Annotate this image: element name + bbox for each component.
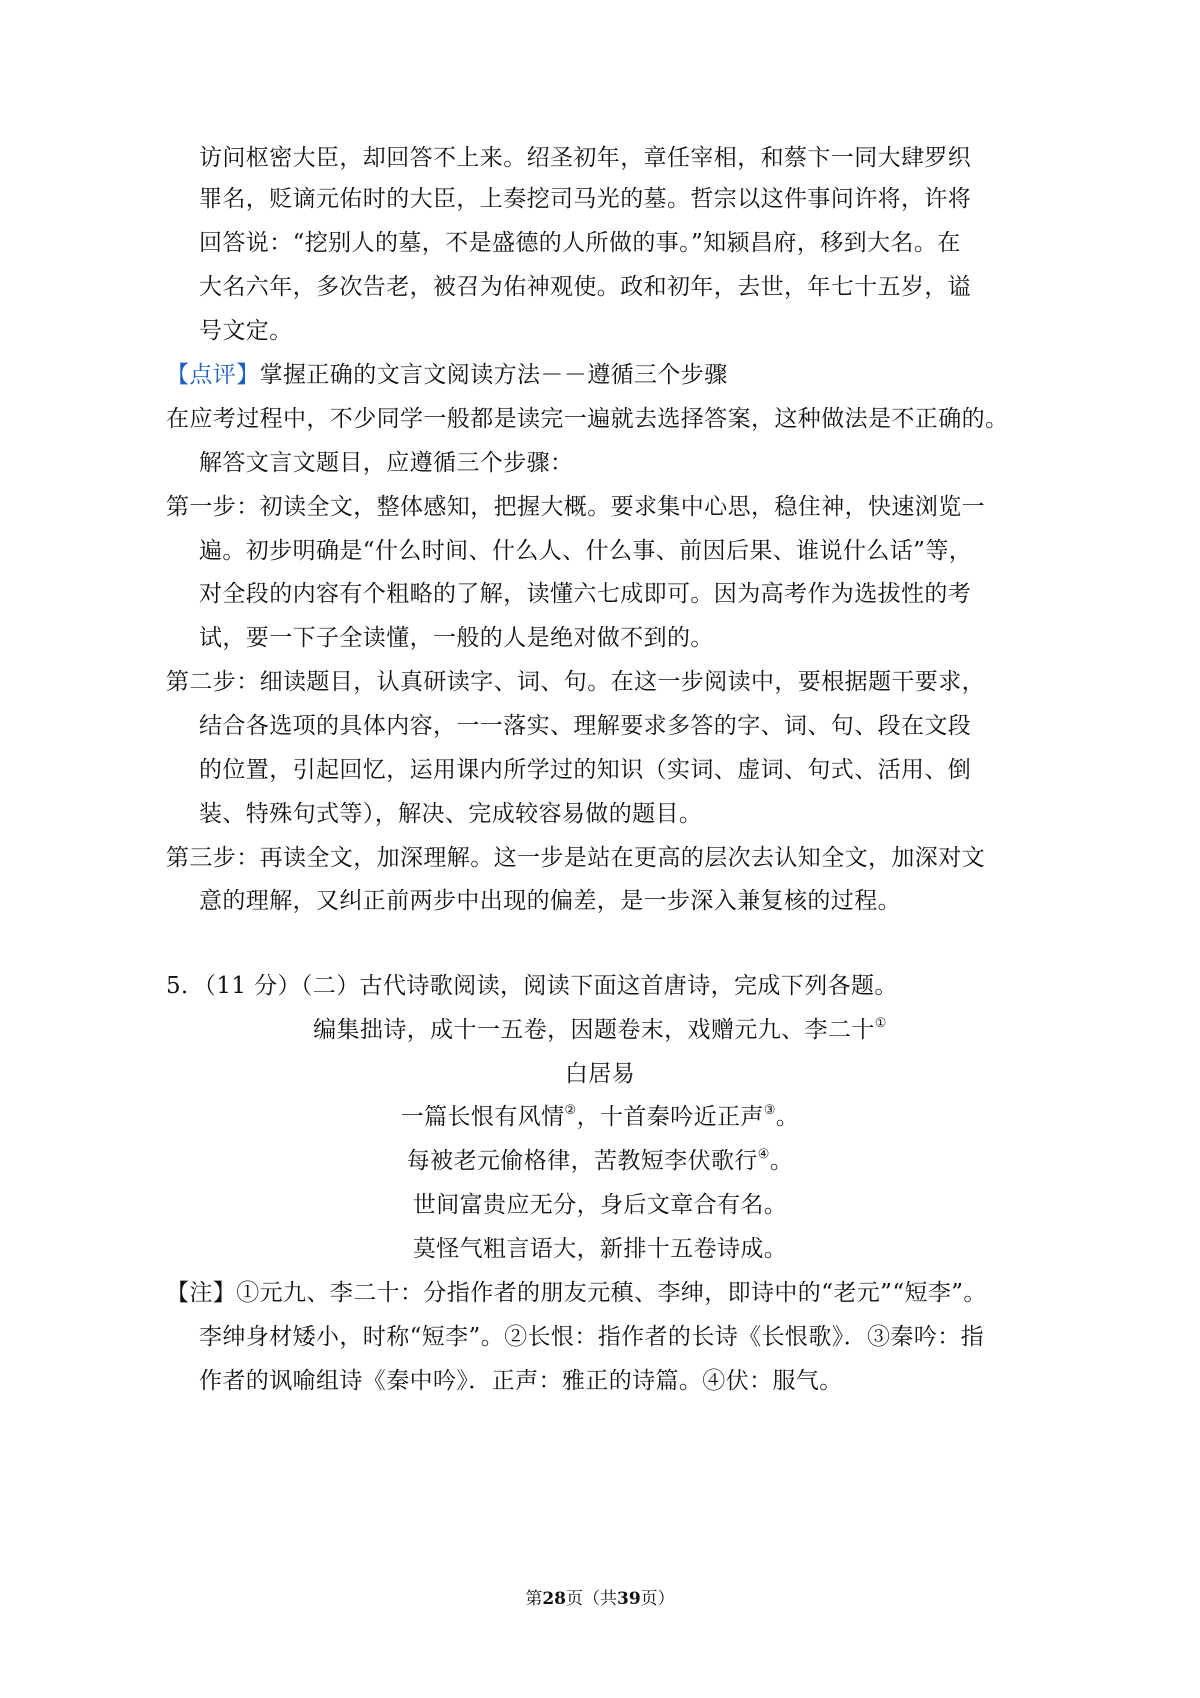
- poem-line-2-part-b: 。: [769, 1148, 794, 1174]
- poem-title: [0, 1015, 1200, 1045]
- step2-line-2: 结合各选项的具体内容，一一落实、理解要求多答的字、词、句、段在文段: [199, 713, 972, 739]
- step1-line-2: 遍。初步明确是“什么时间、什么人、什么事、前因后果、谁说什么话”等，: [199, 538, 973, 564]
- poem-line-2-note-mark: ④: [757, 1147, 770, 1162]
- review-title: 掌握正确的文言文阅读方法－－遵循三个步骤: [259, 362, 728, 388]
- footer-suffix: 页）: [640, 1589, 675, 1609]
- footer-middle: 页（共: [566, 1589, 617, 1609]
- review-intro-line-2: 解答文言文题目，应遵循三个步骤：: [199, 450, 574, 476]
- review-tag: 【点评】: [166, 362, 260, 388]
- poem-line-3: 世间富贵应无分，身后文章合有名。: [412, 1192, 788, 1218]
- poem-line-4: 莫怪气粗言语大，新排十五卷诗成。: [412, 1236, 788, 1262]
- step1-line-4: 试，要一下子全读懂，一般的人是绝对做不到的。: [199, 625, 714, 651]
- step2-line-3: 的位置，引起回忆，运用课内所学过的知识（实词、虚词、句式、活用、倒: [199, 757, 972, 783]
- translation-line-5: 号文定。: [199, 318, 293, 344]
- poem-line-1-note-mark-b: ③: [763, 1103, 776, 1118]
- poem-line-1-part-b: ，十首秦吟近正声: [576, 1104, 764, 1130]
- poem-author: 白居易: [564, 1061, 636, 1087]
- poem-title-note-mark: ①: [874, 1016, 887, 1031]
- poem-title-text: 编集拙诗，成十一五卷，因题卷末，戏赠元九、李二十: [313, 1017, 875, 1043]
- poem-line-2-part-a: 每被老元偷格律，苦教短李伏歌行: [406, 1148, 758, 1174]
- step2-line-1: 第二步：细读题目，认真研读字、词、句。在这一步阅读中，要根据题干要求，: [166, 669, 985, 695]
- poem-line-2: [0, 1146, 1200, 1176]
- footer-prefix: 第: [525, 1589, 543, 1609]
- review-heading: [166, 360, 728, 390]
- footer-total-pages: 39: [617, 1589, 641, 1609]
- notes-line-1: 【注】①元九、李二十：分指作者的朋友元稹、李绅，即诗中的“老元”“短李”。: [166, 1280, 987, 1306]
- step3-line-1: 第三步：再读全文，加深理解。这一步是站在更高的层次去认知全文，加深对文: [166, 845, 985, 871]
- notes-line-2: 李绅身材矮小，时称“短李”。②长恨：指作者的长诗《长恨歌》．③秦吟：指: [199, 1324, 985, 1350]
- translation-line-4: 大名六年，多次告老，被召为佑神观使。政和初年，去世，年七十五岁，谥: [199, 274, 972, 300]
- review-intro-line-1: 在应考过程中，不少同学一般都是读完一遍就去选择答案，这种做法是不正确的。: [166, 406, 1009, 432]
- step1-line-1: 第一步：初读全文，整体感知，把握大概。要求集中心思，稳住神，快速浏览一: [166, 494, 985, 520]
- translation-line-3: 回答说：“挖别人的墓，不是盛德的人所做的事。”知颍昌府，移到大名。在: [199, 230, 961, 256]
- step1-line-3: 对全段的内容有个粗略的了解，读懂六七成即可。因为高考作为选拔性的考: [199, 581, 972, 607]
- poem-line-1-part-a: 一篇长恨有风情: [400, 1104, 565, 1130]
- page-footer: [0, 1588, 1200, 1610]
- translation-line-2: 罪名，贬谪元佑时的大臣，上奏挖司马光的墓。哲宗以这件事问许将，许将: [199, 186, 972, 212]
- translation-line-1: 访问枢密大臣，却回答不上来。绍圣初年，章任宰相，和蔡卞一同大肆罗织: [199, 145, 972, 171]
- poem-line-1-part-c: 。: [775, 1104, 800, 1130]
- poem-line-1-note-mark-a: ②: [564, 1103, 577, 1118]
- poem-line-1: [0, 1102, 1200, 1132]
- step2-line-4: 装、特殊句式等），解决、完成较容易做的题目。: [199, 801, 703, 827]
- step3-line-2: 意的理解，又纠正前两步中出现的偏差，是一步深入兼复核的过程。: [199, 888, 901, 914]
- question-heading: 5．（11 分）（二）古代诗歌阅读，阅读下面这首唐诗，完成下列各题。: [166, 973, 898, 999]
- notes-line-3: 作者的讽喻组诗《秦中吟》．正声：雅正的诗篇。④伏：服气。: [199, 1368, 843, 1394]
- footer-page-number: 28: [542, 1589, 566, 1609]
